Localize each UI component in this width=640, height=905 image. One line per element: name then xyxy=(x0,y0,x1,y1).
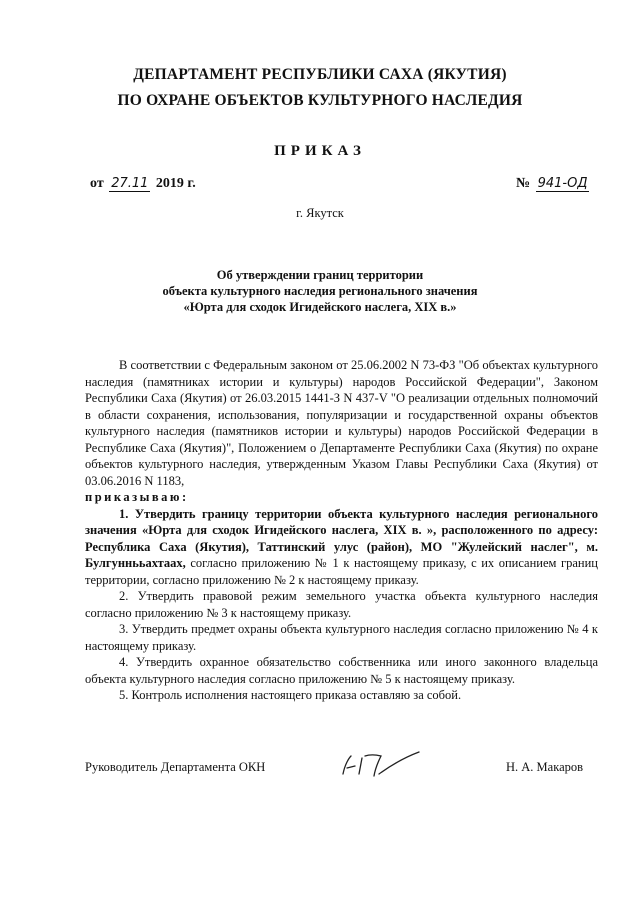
order-title xyxy=(0,267,640,315)
number-prefix: № xyxy=(516,176,531,191)
order-word xyxy=(85,489,598,506)
number-handwritten: 941-ОД xyxy=(537,176,588,191)
item-1-bold: 1. Утвердить границу территории объекта культурного наследия регионального значения «Юрта для сходок Игидейского наслега, XIX в. », расположенного по адресу: Республика Саха (Якутия), Таттинский улус (район), МО "Жулейский наслег", м. Булгуннььахтаах, xyxy=(85,506,598,570)
order-number xyxy=(516,176,591,192)
handwritten-signature xyxy=(335,744,425,784)
item-1-rest: согласно приложению № 1 к настоящему приказу, с их описанием границ территории, согласно приложению № 2 к настоящему приказу. xyxy=(85,556,598,587)
item-4: 4. Утвердить охранное обязательство собственника или иного законного владельца объекта культурного наследия согласно приложению № 5 к настоящему приказу. xyxy=(85,655,598,686)
date-year: 2019 г. xyxy=(155,176,196,191)
department-title-line1: ДЕПАРТАМЕНТ РЕСПУБЛИКИ САХА (ЯКУТИЯ) xyxy=(133,66,507,83)
item-3: 3. Утвердить предмет охраны объекта культурного наследия согласно приложению № 4 к настоящему приказу. xyxy=(85,622,598,653)
item-1 xyxy=(85,506,598,589)
order-body xyxy=(85,357,598,704)
signatory-name: Н. А. Макаров xyxy=(506,760,584,774)
document-type: ПРИКАЗ xyxy=(274,143,366,159)
department-title-line2: ПО ОХРАНЕ ОБЪЕКТОВ КУЛЬТУРНОГО НАСЛЕДИЯ xyxy=(117,92,523,109)
date-handwritten: 27.11 xyxy=(111,176,149,191)
item-5: 5. Контроль исполнения настоящего приказа оставляю за собой. xyxy=(119,688,462,702)
preamble: В соответствии с Федеральным законом от 25.06.2002 N 73-ФЗ "Об объектах культурного наследия (памятниках истории и культуры) народов Российской Федерации", Законом Республики Саха (Якутия) от 26.03.2015 1441-З N 437-V "О реализации отдельных полномочий в области сохранения, использования, популяризации и государственной охраны объектов культурного наследия (памятников истории и культуры) народов Российской Федерации в Республике Саха (Якутия)", Положением о Департаменте Республики Саха (Якутия) по охране объектов культурного наследия, утвержденным Указом Главы Республики Саха (Якутия) от 03.06.2016 N 1183, xyxy=(85,358,598,488)
order-word-text: приказываю: xyxy=(85,490,189,504)
date-prefix: от xyxy=(90,176,104,191)
order-title-line3: «Юрта для сходок Игидейского наслега, XIX в.» xyxy=(183,300,457,314)
city: г. Якутск xyxy=(296,206,344,220)
order-date xyxy=(90,176,196,192)
order-title-line2: объекта культурного наследия регионального значения xyxy=(162,284,478,298)
item-2: 2. Утвердить правовой режим земельного участка объекта культурного наследия согласно приложению № 3 к настоящему приказу. xyxy=(85,589,598,620)
order-title-line1: Об утверждении границ территории xyxy=(216,268,424,282)
signatory-position: Руководитель Департамента ОКН xyxy=(85,760,266,774)
